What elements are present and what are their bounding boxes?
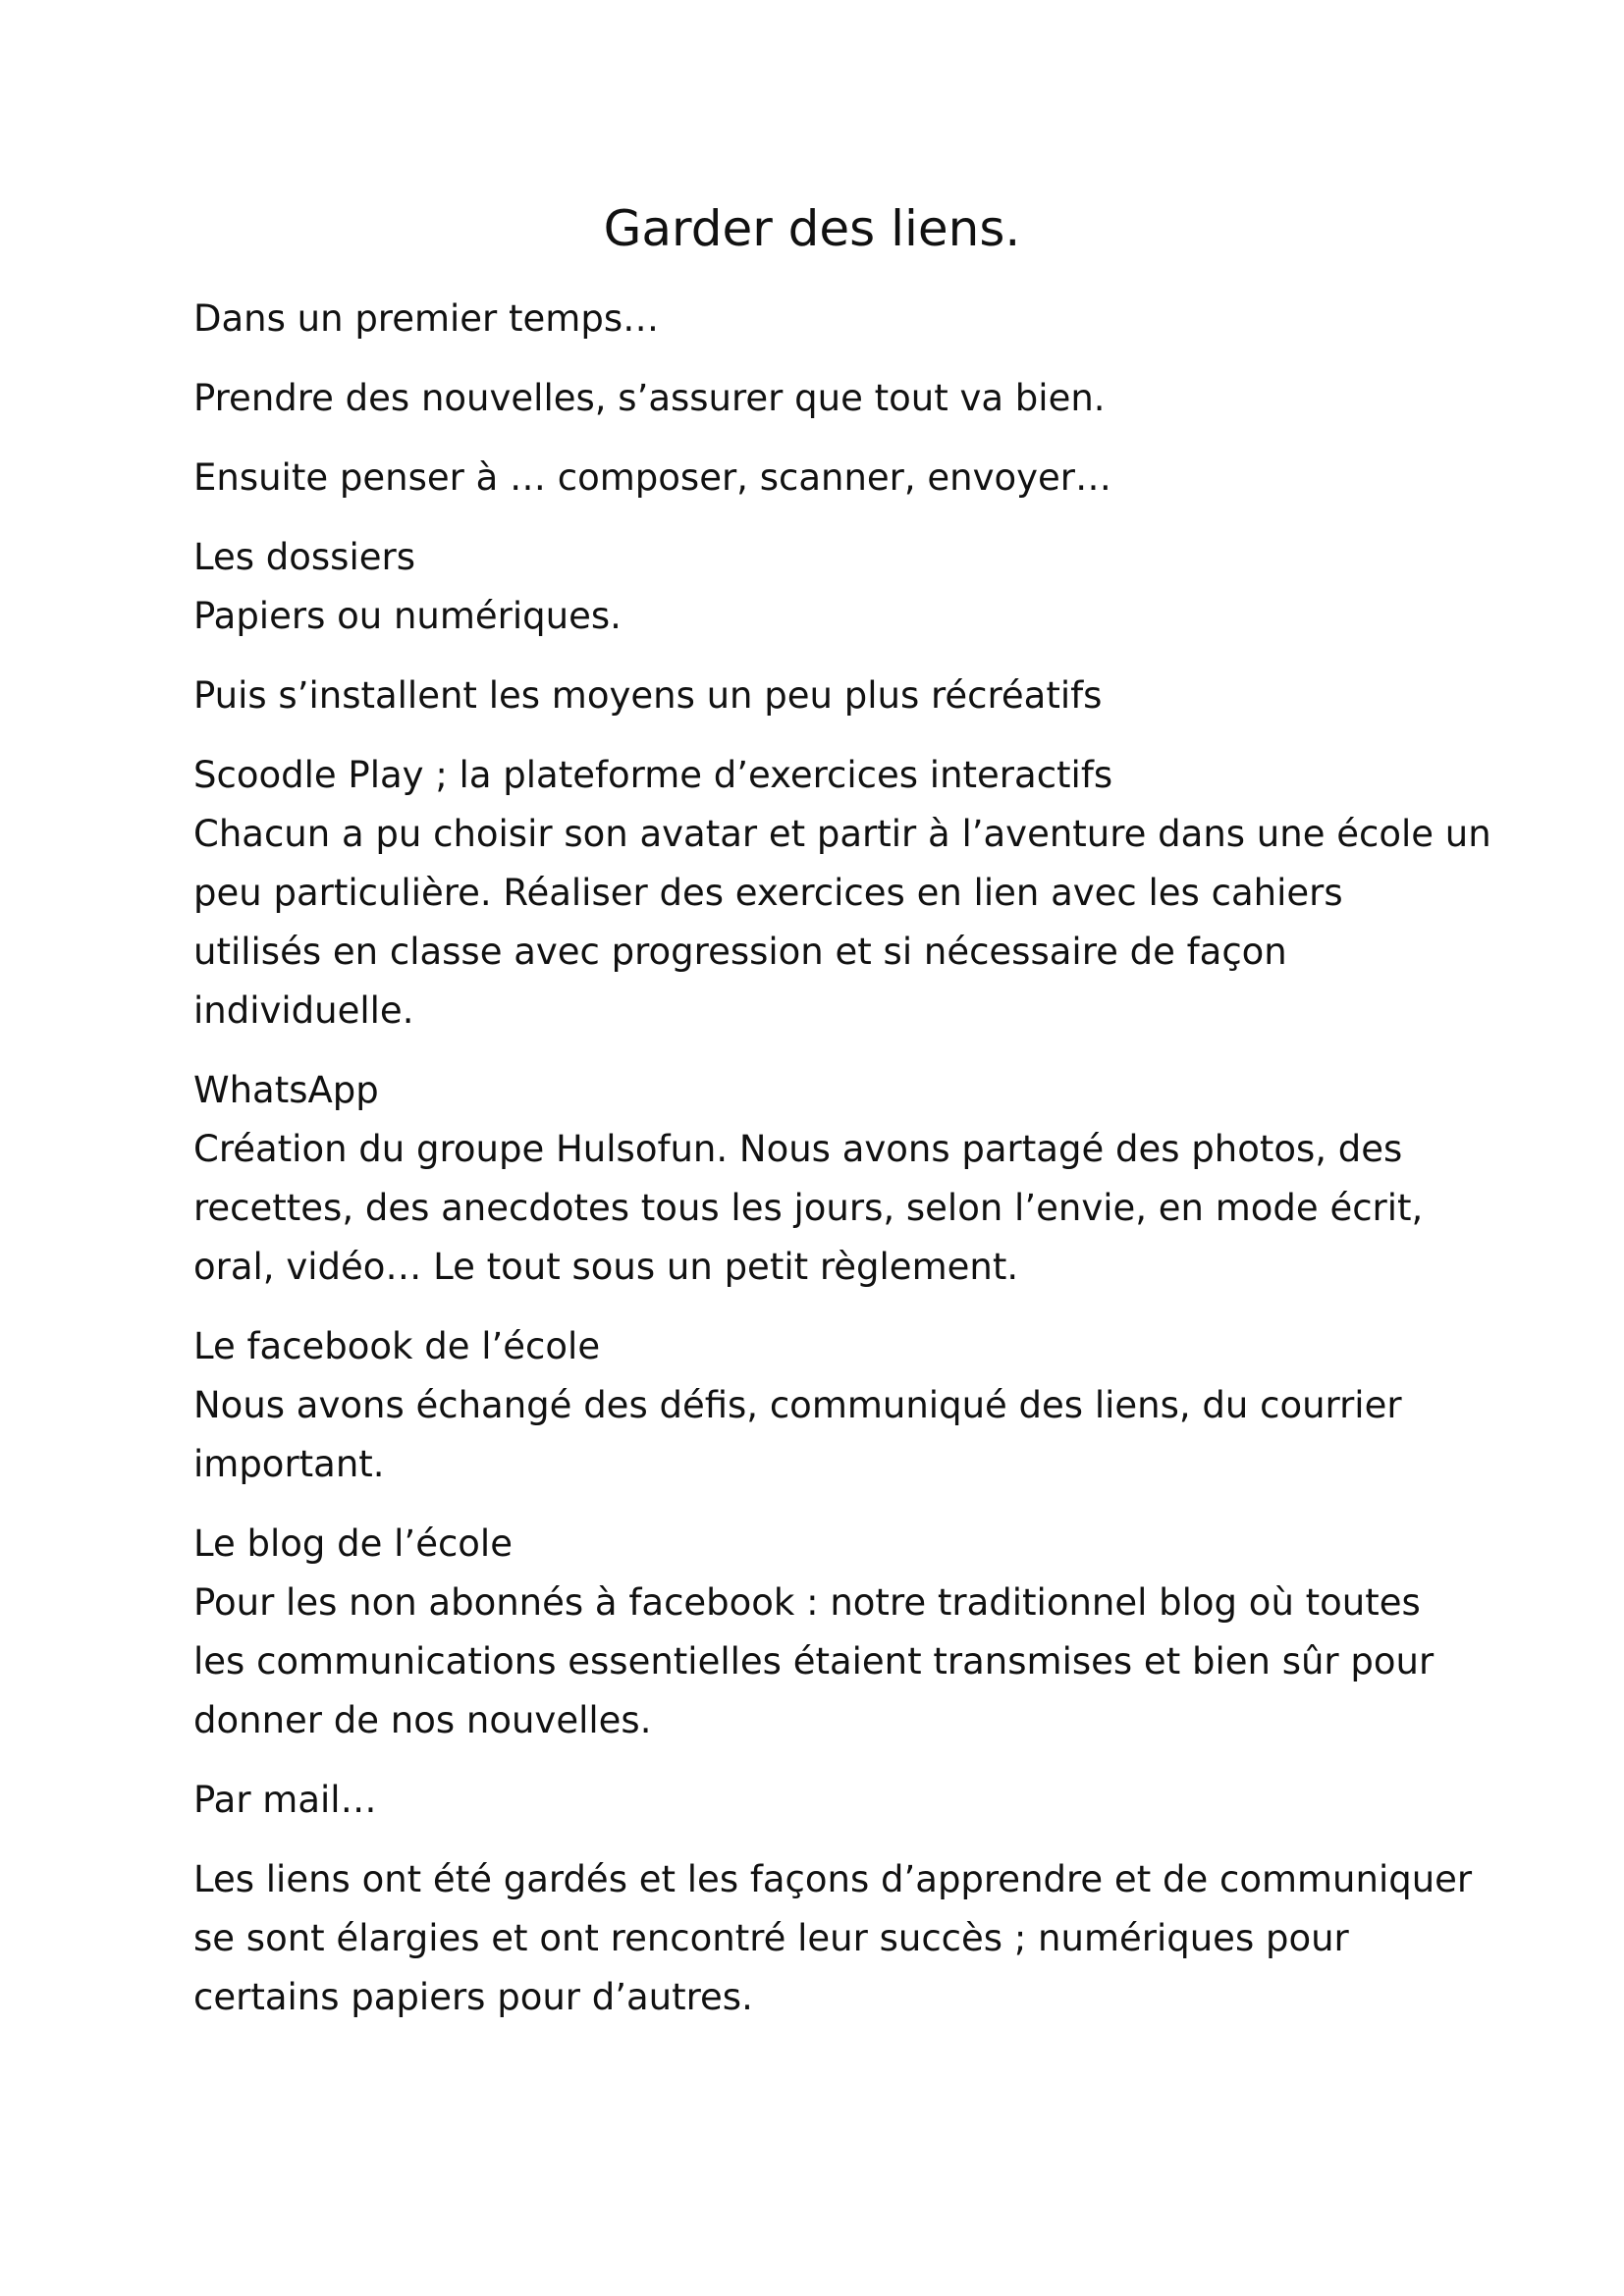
text-line: se sont élargies et ont rencontré leur succès ; numériques pour xyxy=(193,1917,1349,1959)
text-line: individuelle. xyxy=(193,989,414,1032)
text-line: WhatsApp xyxy=(193,1069,379,1111)
text-line: Dans un premier temps… xyxy=(193,297,660,340)
text-line: donner de nos nouvelles. xyxy=(193,1699,652,1741)
text-line: Par mail… xyxy=(193,1779,377,1821)
text-line: Nous avons échangé des défis, communiqué des liens, du courrier xyxy=(193,1384,1402,1426)
text-line: important. xyxy=(193,1443,385,1485)
text-line: certains papiers pour d’autres. xyxy=(193,1976,753,2018)
page-title: Garder des liens. xyxy=(603,200,1021,257)
paragraph xyxy=(193,1515,1470,1750)
paragraph xyxy=(193,1771,1470,1830)
text-line: Papiers ou numériques. xyxy=(193,595,622,637)
text-line: Le facebook de l’école xyxy=(193,1325,601,1367)
paragraph xyxy=(193,667,1470,725)
text-line: Le blog de l’école xyxy=(193,1522,513,1565)
text-line: Les dossiers xyxy=(193,536,415,578)
document-body xyxy=(193,290,1491,2048)
paragraph xyxy=(193,369,1470,428)
paragraph xyxy=(193,290,1470,348)
text-line: oral, vidéo… Le tout sous un petit règlement. xyxy=(193,1246,1019,1288)
text-line: Prendre des nouvelles, s’assurer que tout va bien. xyxy=(193,377,1106,419)
text-line: Puis s’installent les moyens un peu plus récréatifs xyxy=(193,674,1103,717)
paragraph xyxy=(193,528,1470,646)
text-line: Chacun a pu choisir son avatar et partir à l’aventure dans une école un xyxy=(193,813,1491,855)
paragraph xyxy=(193,746,1491,1041)
paragraph xyxy=(193,1317,1470,1494)
text-line: Ensuite penser à … composer, scanner, envoyer… xyxy=(193,456,1112,499)
text-line: Création du groupe Hulsofun. Nous avons partagé des photos, des xyxy=(193,1128,1403,1170)
paragraph xyxy=(193,1061,1470,1297)
text-line: peu particulière. Réaliser des exercices en lien avec les cahiers xyxy=(193,872,1343,914)
text-line: utilisés en classe avec progression et si nécessaire de façon xyxy=(193,931,1287,973)
text-line: Scoodle Play ; la plateforme d’exercices interactifs xyxy=(193,754,1113,796)
paragraph xyxy=(193,1850,1473,2027)
text-line: Pour les non abonnés à facebook : notre traditionnel blog où toutes xyxy=(193,1581,1421,1624)
paragraph xyxy=(193,449,1470,507)
text-line: Les liens ont été gardés et les façons d’apprendre et de communiquer xyxy=(193,1858,1473,1900)
text-line: recettes, des anecdotes tous les jours, selon l’envie, en mode écrit, xyxy=(193,1187,1424,1229)
text-line: les communications essentielles étaient transmises et bien sûr pour xyxy=(193,1640,1435,1682)
